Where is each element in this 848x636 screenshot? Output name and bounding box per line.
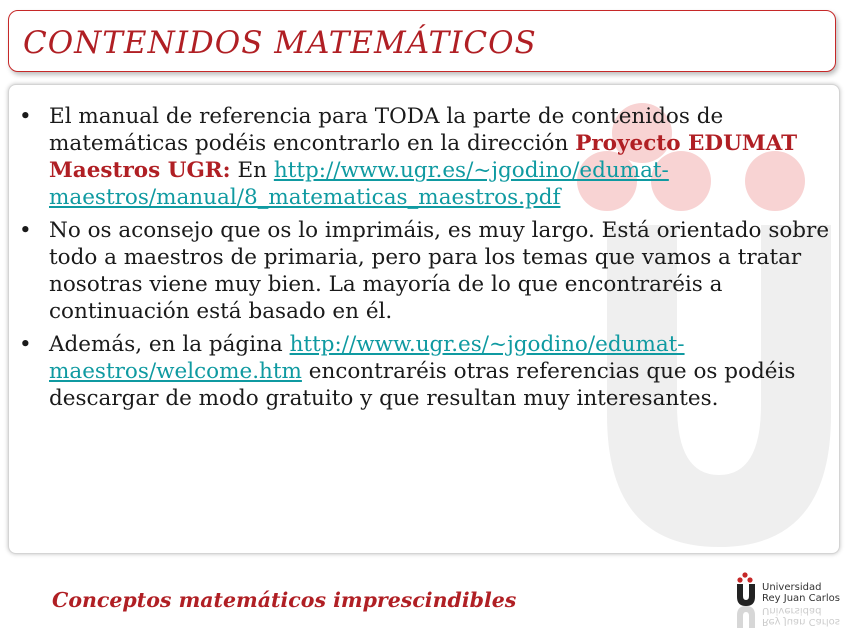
title-box — [8, 10, 836, 72]
bullet-text: El manual de referencia para TODA la parte de contenidos de matemáticas podéis encontrarlo en la dirección — [49, 104, 724, 156]
bullet-text: Además, en la página — [49, 332, 290, 357]
slide-footer: Conceptos matemáticos imprescindibles — [52, 588, 517, 612]
welcome-link[interactable]: http://www.ugr.es/~jgodino/edumat-maestros/welcome.htm — [49, 332, 685, 384]
university-logo — [734, 570, 840, 630]
bullet-list — [9, 103, 840, 418]
logo-text-reflection — [762, 605, 840, 627]
bullet-item — [9, 217, 840, 325]
logo-line-1: Universidad — [762, 582, 822, 593]
bullet-text: No os aconsejo que os lo imprimáis, es muy largo. Está orientado sobre todo a maestros de primaria, pero para los temas que vamos a tratar nosotras viene muy bien. La mayoría de lo que encontraréis a continuación está basado en él. — [49, 218, 830, 324]
logo-text — [762, 582, 840, 604]
urjc-u-logo-icon — [734, 570, 760, 630]
bullet-dot-icon: • — [19, 332, 32, 357]
logo-line-2-reflection: Rey Juan Carlos — [762, 616, 841, 627]
bullet-dot-icon: • — [19, 104, 32, 129]
bullet-item — [9, 103, 840, 211]
bullet-highlight: Proyecto EDUMAT Maestros UGR: — [49, 131, 798, 183]
bullet-dot-icon: • — [19, 218, 32, 243]
content-box — [8, 84, 840, 554]
logo-line-1-reflection: Universidad — [762, 605, 822, 616]
bullet-item — [9, 331, 840, 412]
manual-link[interactable]: http://www.ugr.es/~jgodino/edumat-maestros/manual/8_matematicas_maestros.pdf — [49, 158, 669, 210]
bullet-text: encontraréis otras referencias que os podéis descargar de modo gratuito y que resultan muy interesantes. — [49, 359, 796, 411]
bullet-text: En — [230, 158, 274, 183]
slide-title: CONTENIDOS MATEMÁTICOS — [23, 25, 537, 61]
logo-line-2: Rey Juan Carlos — [762, 593, 841, 604]
